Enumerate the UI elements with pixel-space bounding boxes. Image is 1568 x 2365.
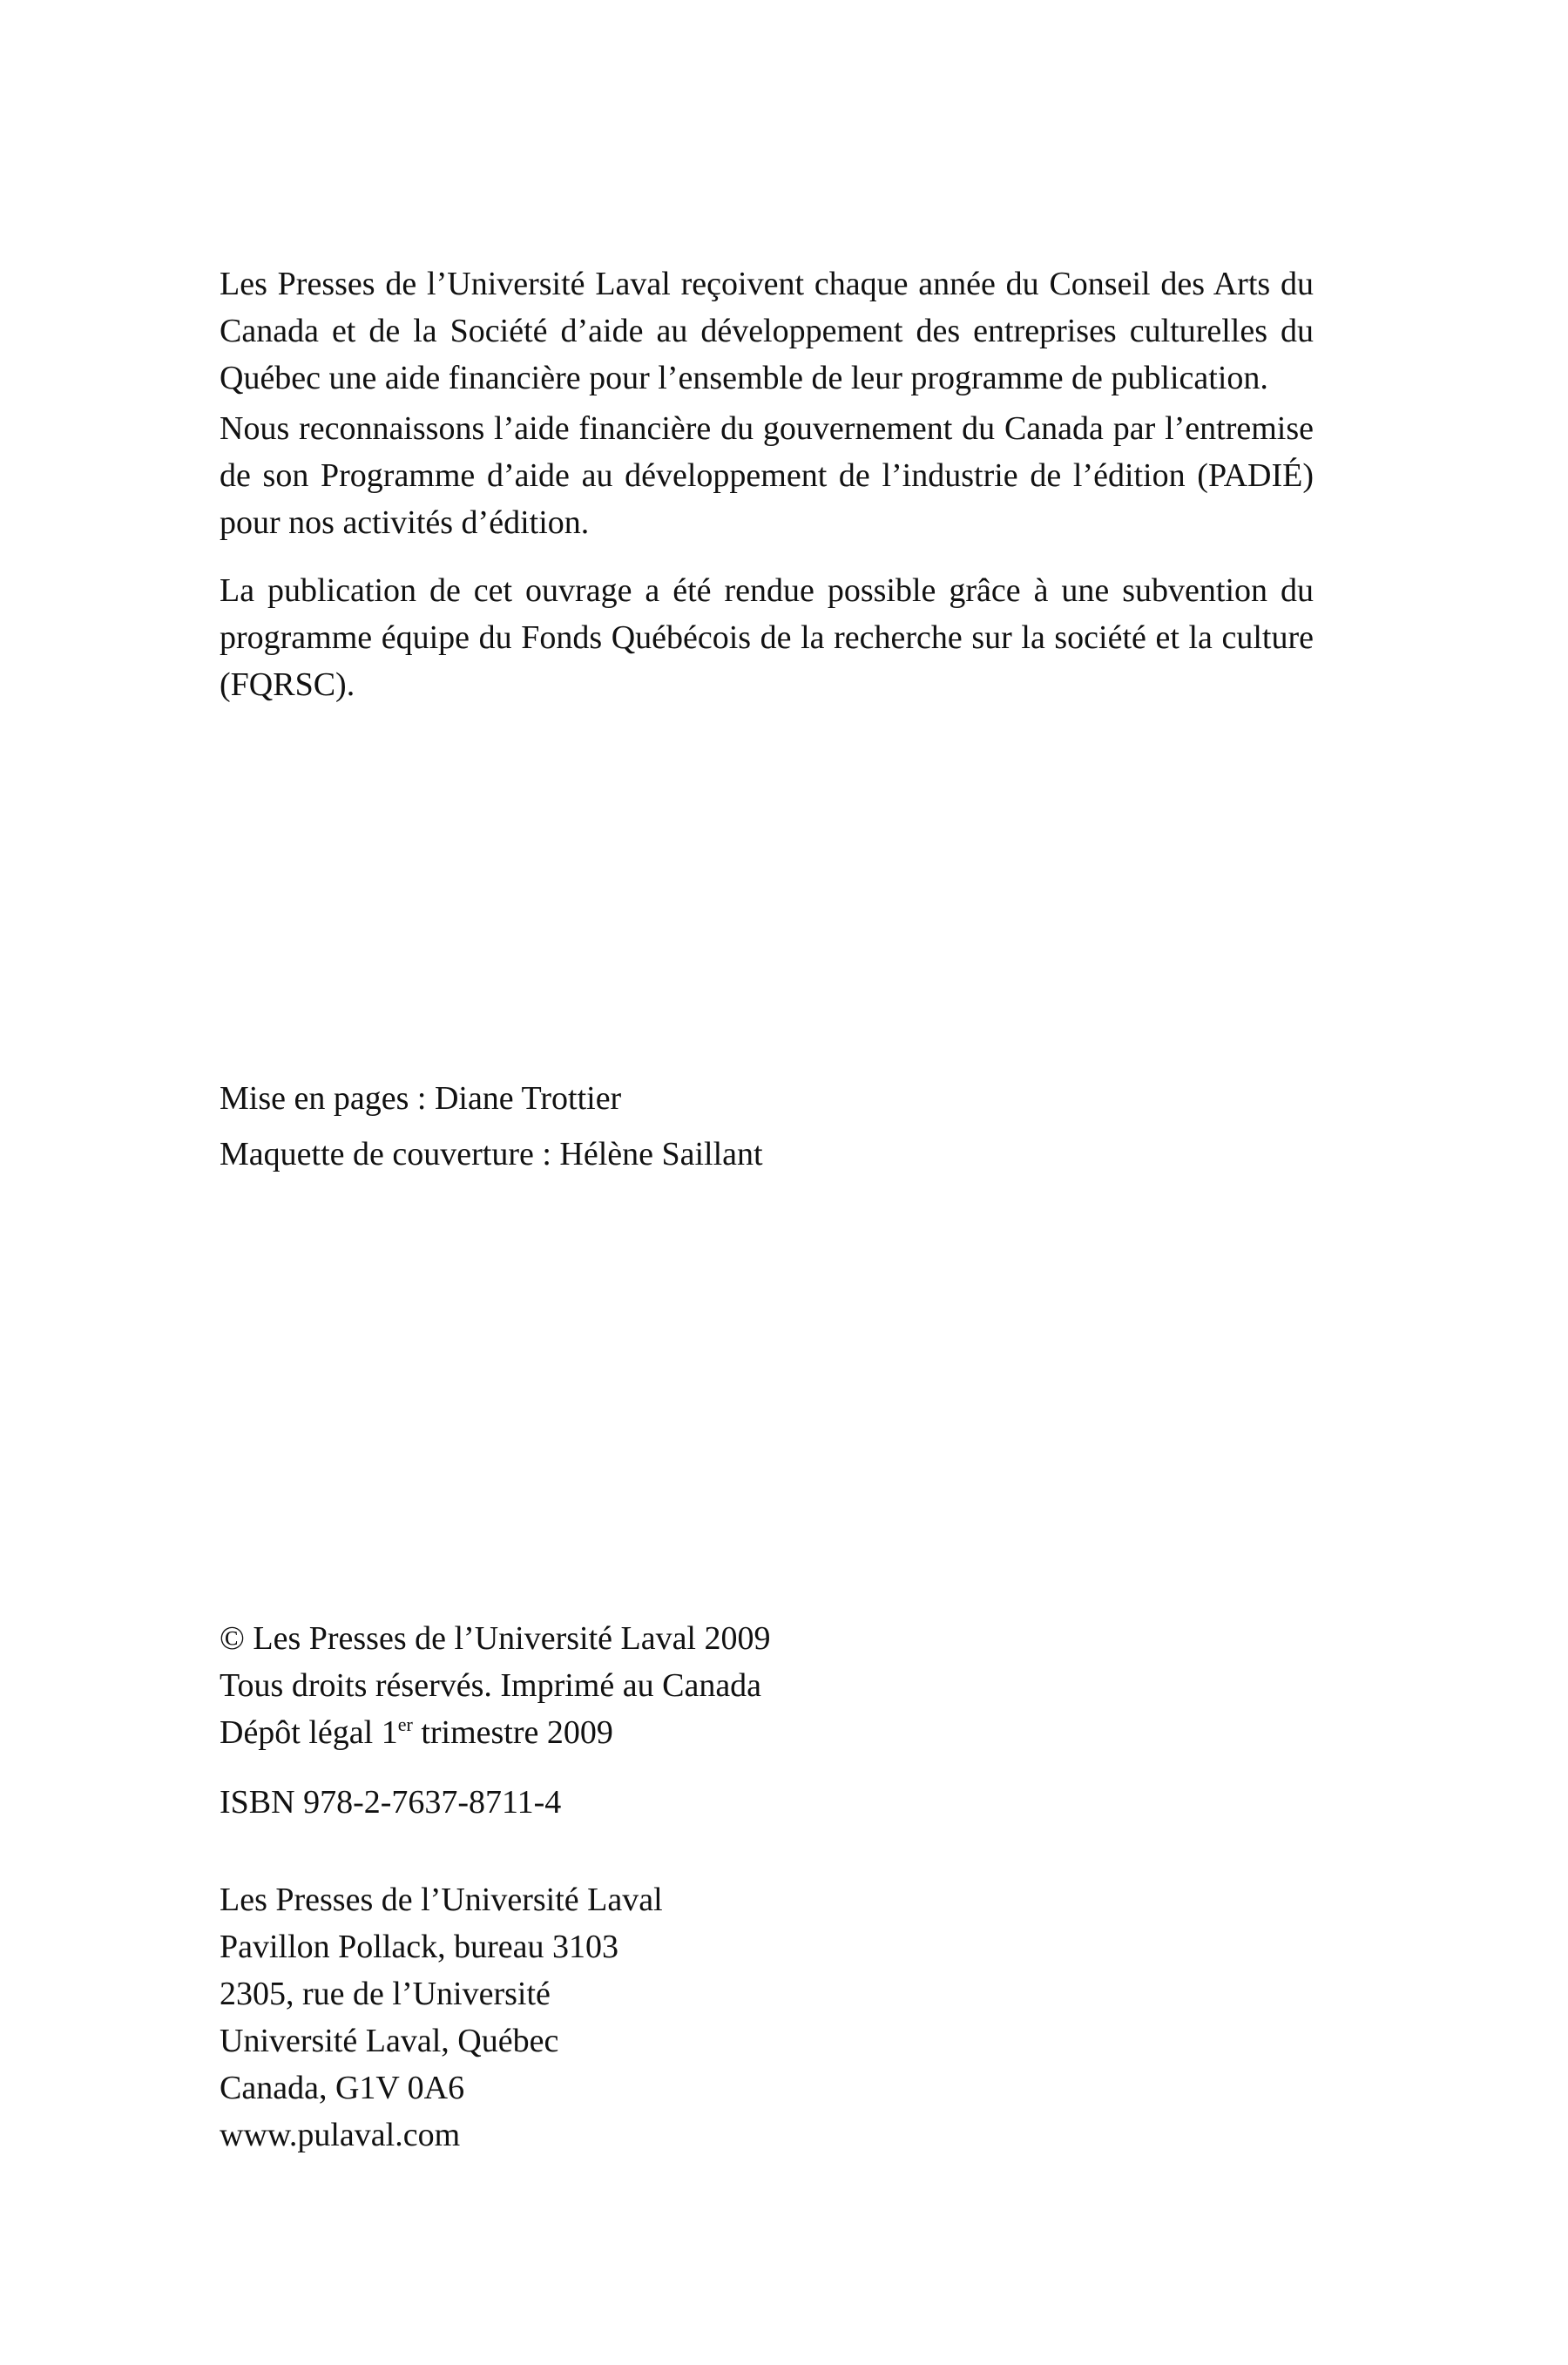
address-street: 2305, rue de l’Université: [220, 1976, 551, 2012]
publisher-website: www.pulaval.com: [220, 2117, 461, 2153]
rights-line: Tous droits réservés. Imprimé au Canada: [220, 1667, 762, 1704]
funding-acknowledgements: [220, 260, 1314, 708]
address-building: Pavillon Pollack, bureau 3103: [220, 1929, 619, 1965]
legal-deposit-prefix: Dépôt légal 1: [220, 1714, 398, 1751]
funding-paragraph-padie: Nous reconnaissons l’aide financière du gouvernement du Canada par l’entremise de son Programme d’aide au développement de l’industrie de l’édition (PADIÉ) pour nos activités d’édition.: [220, 410, 1314, 541]
legal-deposit-line: [220, 1709, 771, 1756]
publisher-name: Les Presses de l’Université Laval: [220, 1882, 663, 1918]
address-city: Université Laval, Québec: [220, 2023, 559, 2059]
address-country-postal: Canada, G1V 0A6: [220, 2070, 465, 2106]
production-credits: [220, 1075, 763, 1178]
legal-deposit-suffix: trimestre 2009: [412, 1714, 613, 1751]
cover-credit: Maquette de couverture : Hélène Saillant: [220, 1136, 763, 1172]
funding-paragraph-fqrsc: La publication de cet ouvrage a été rendue possible grâce à une subvention du programme équipe du Fonds Québécois de la recherche sur la société et la culture (FQRSC).: [220, 572, 1314, 703]
funding-paragraph-canada-council: Les Presses de l’Université Laval reçoivent chaque année du Conseil des Arts du Canada et de la Société d’aide au développement des entreprises culturelles du Québec une aide financière pour l’ensemble de leur programme de publication.: [220, 266, 1314, 396]
legal-deposit-ordinal: er: [397, 1713, 413, 1735]
publisher-address: [220, 1876, 663, 2159]
copyright-line: © Les Presses de l’Université Laval 2009: [220, 1620, 771, 1657]
copyright-notice: [220, 1615, 771, 1756]
layout-credit: Mise en pages : Diane Trottier: [220, 1080, 622, 1117]
isbn-block: [220, 1779, 561, 1826]
isbn-number: ISBN 978-2-7637-8711-4: [220, 1784, 562, 1821]
